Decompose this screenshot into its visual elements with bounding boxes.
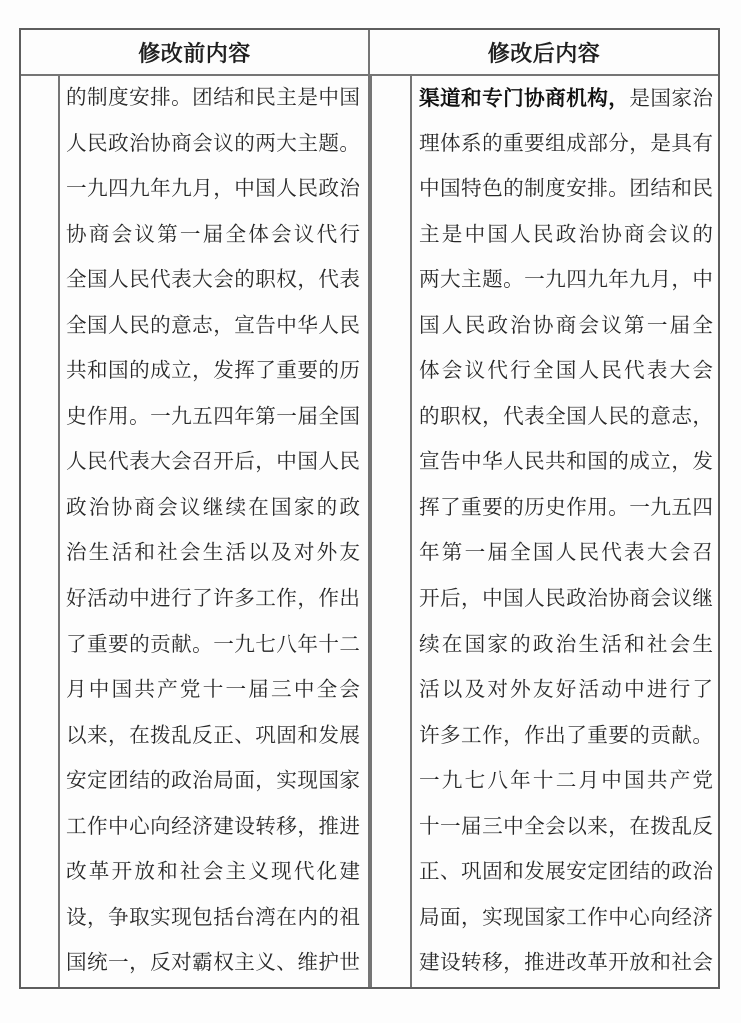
text-line: 开后，中国人民政治协商会议继: [419, 588, 713, 611]
text-line: 的职权，代表全国人民的意志，: [419, 405, 713, 428]
text-line: 改革开放和社会主义现代化建: [66, 861, 360, 884]
revision-added-bold-text: 渠道和专门协商机构，: [419, 87, 630, 110]
text-line: 挥了重要的历史作用。一九五四: [419, 496, 713, 519]
text-line: 理体系的重要组成部分，是具有: [419, 132, 713, 155]
text-line: 十一届三中全会以来，在拨乱反: [419, 815, 713, 838]
text-line: 工作中心向经济建设转移，推进: [66, 815, 360, 838]
text-line: 两大主题。一九四九年九月，中: [419, 269, 713, 292]
text-line: 了重要的贡献。一九七八年十二: [66, 633, 360, 656]
text-line: 年第一届全国人民代表大会召: [419, 542, 713, 565]
text-line: 续在国家的政治生活和社会生: [419, 633, 713, 656]
text-line: 正、巩固和发展安定团结的政治: [419, 861, 713, 884]
text-line: 月中国共产党十一届三中全会: [66, 679, 360, 702]
text-line: 设，争取实现包括台湾在内的祖: [66, 906, 360, 929]
text-line: 共和国的成立，发挥了重要的历: [66, 360, 360, 383]
text-line: 政治协商会议继续在国家的政: [66, 496, 360, 519]
after-content-cell: [412, 76, 718, 987]
text-line: 人民代表大会召开后，中国人民: [66, 451, 360, 474]
table-header-row: [21, 30, 718, 76]
gutter-column-after: [370, 76, 412, 987]
before-content-cell: [60, 76, 370, 987]
text-line: 史作用。一九五四年第一届全国: [66, 405, 360, 428]
text-line: 国统一，反对霸权主义、维护世: [66, 952, 360, 975]
text-line: 全国人民的意志，宣告中华人民: [66, 314, 360, 337]
text-line: 全国人民代表大会的职权，代表: [66, 269, 360, 292]
text-line: 好活动中进行了许多工作，作出: [66, 588, 360, 611]
text-line: 协商会议第一届全体会议代行: [66, 223, 360, 246]
text-line: 体会议代行全国人民代表大会: [419, 360, 713, 383]
gutter-column-before: [21, 76, 60, 987]
text-line: 中国特色的制度安排。团结和民: [419, 178, 713, 201]
first-line-rest-text: 是国家治: [629, 88, 713, 110]
after-text-lines: [419, 122, 713, 987]
text-line: 国人民政治协商会议第一届全: [419, 314, 713, 337]
revision-comparison-table: [19, 28, 720, 989]
header-before-content: 修改前内容: [21, 30, 370, 74]
text-line: 局面，实现国家工作中心向经济: [419, 906, 713, 929]
text-line: 建设转移，推进改革开放和社会: [419, 952, 713, 975]
text-line-first: [419, 76, 713, 122]
text-line: 以来，在拨乱反正、巩固和发展: [66, 724, 360, 747]
text-line: 许多工作，作出了重要的贡献。: [419, 724, 713, 747]
text-line: 活以及对外友好活动中进行了: [419, 679, 713, 702]
text-line: 宣告中华人民共和国的成立，发: [419, 451, 713, 474]
text-line: 的制度安排。团结和民主是中国: [66, 87, 360, 109]
header-after-content: 修改后内容: [487, 40, 601, 66]
text-line: 主是中国人民政治协商会议的: [419, 223, 713, 246]
text-line: 治生活和社会生活以及对外友: [66, 542, 360, 565]
text-line: 一九七八年十二月中国共产党: [419, 770, 713, 793]
text-line: 安定团结的政治局面，实现国家: [66, 770, 360, 793]
text-line: 一九四九年九月，中国人民政治: [66, 178, 360, 201]
table-body-row: [21, 76, 718, 987]
text-line: 人民政治协商会议的两大主题。: [66, 132, 360, 155]
